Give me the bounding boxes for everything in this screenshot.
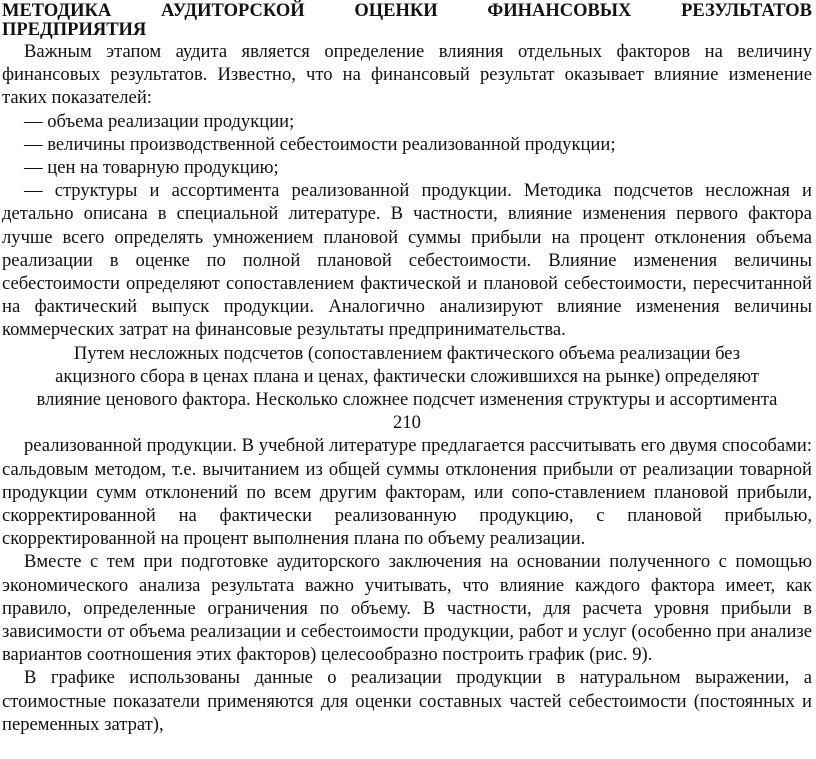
title-line-2: ПРЕДПРИЯТИЯ <box>2 20 147 40</box>
continued-paragraph: реализованной продукции. В учебной литературе предлагается рассчитывать его двумя способами: сальдовым методом, т.е. вычитанием из общей суммы отклонения прибыли от реализации товарной продукции сумм отклонений по всем другим факторам, или сопо-ставлением плановой прибыли, скорректированной на фактически реализованную продукцию, с плановой прибылью, скорректированной на процент выполнения плана по объему реализации. <box>2 435 812 550</box>
page-number: 210 <box>393 412 421 434</box>
centered-line-3: влияние ценового фактора. Несколько сложнее подсчет изменения структуры и ассортимента <box>36 389 778 411</box>
graph-paragraph: В графике использованы данные о реализации продукции в натуральном выражении, а стоимостные показатели применяются для оценки составных частей себестоимости (постоянных и переменных затрат), <box>2 667 812 735</box>
together-paragraph: Вместе с тем при подготовке аудиторского заключения на основании полученного с помощью экономического анализа результата важно учитывать, что влияние каждого фактора имеет, как правило, определенные ограничения по объему. В частности, для расчета уровня прибыли в зависимости от объема реализации и себестоимости продукции, работ и услуг (особенно при анализе вариантов соотношения этих факторов) целесообразно построить график (рис. 9). <box>2 551 812 666</box>
intro-paragraph: Важным этапом аудита является определение влияния отдельных факторов на величину финансовых результатов. Известно, что на финансовый результат оказывает влияние изменение таких показателей: <box>2 41 812 109</box>
list-item-cost: — величины производственной себестоимости реализованной продукции; <box>24 133 616 155</box>
document-title <box>2 0 812 40</box>
list-item-structure: — структуры и ассортимента реализованной продукции. Методика подсчетов несложная и детально описана в специальной литературе. В частности, влияние изменения первого фактора лучше всего определять умножением плановой суммы прибыли на процент отклонения объема реализации в оценке по полной плановой себестоимости. Влияние изменения величины себестоимости определяют сопоставлением фактической и плановой себестоимости, пересчитанной на фактический выпуск продукции. Аналогично анализируют влияние изменения величины коммерческих затрат на финансовые результаты предпринимательства. <box>2 180 812 341</box>
list-item-prices: — цен на товарную продукцию; <box>24 157 279 179</box>
title-line-1: МЕТОДИКА АУДИТОРСКОЙ ОЦЕНКИ ФИНАНСОВЫХ РЕЗУЛЬТАТОВ <box>2 1 812 21</box>
centered-line-2: акцизного сбора в ценах плана и ценах, фактически сложившихся на рынке) определяют <box>55 365 759 387</box>
centered-line-1: Путем несложных подсчетов (сопоставлением фактического объема реализации без <box>73 342 741 364</box>
list-item-volume: — объема реализации продукции; <box>24 110 295 132</box>
